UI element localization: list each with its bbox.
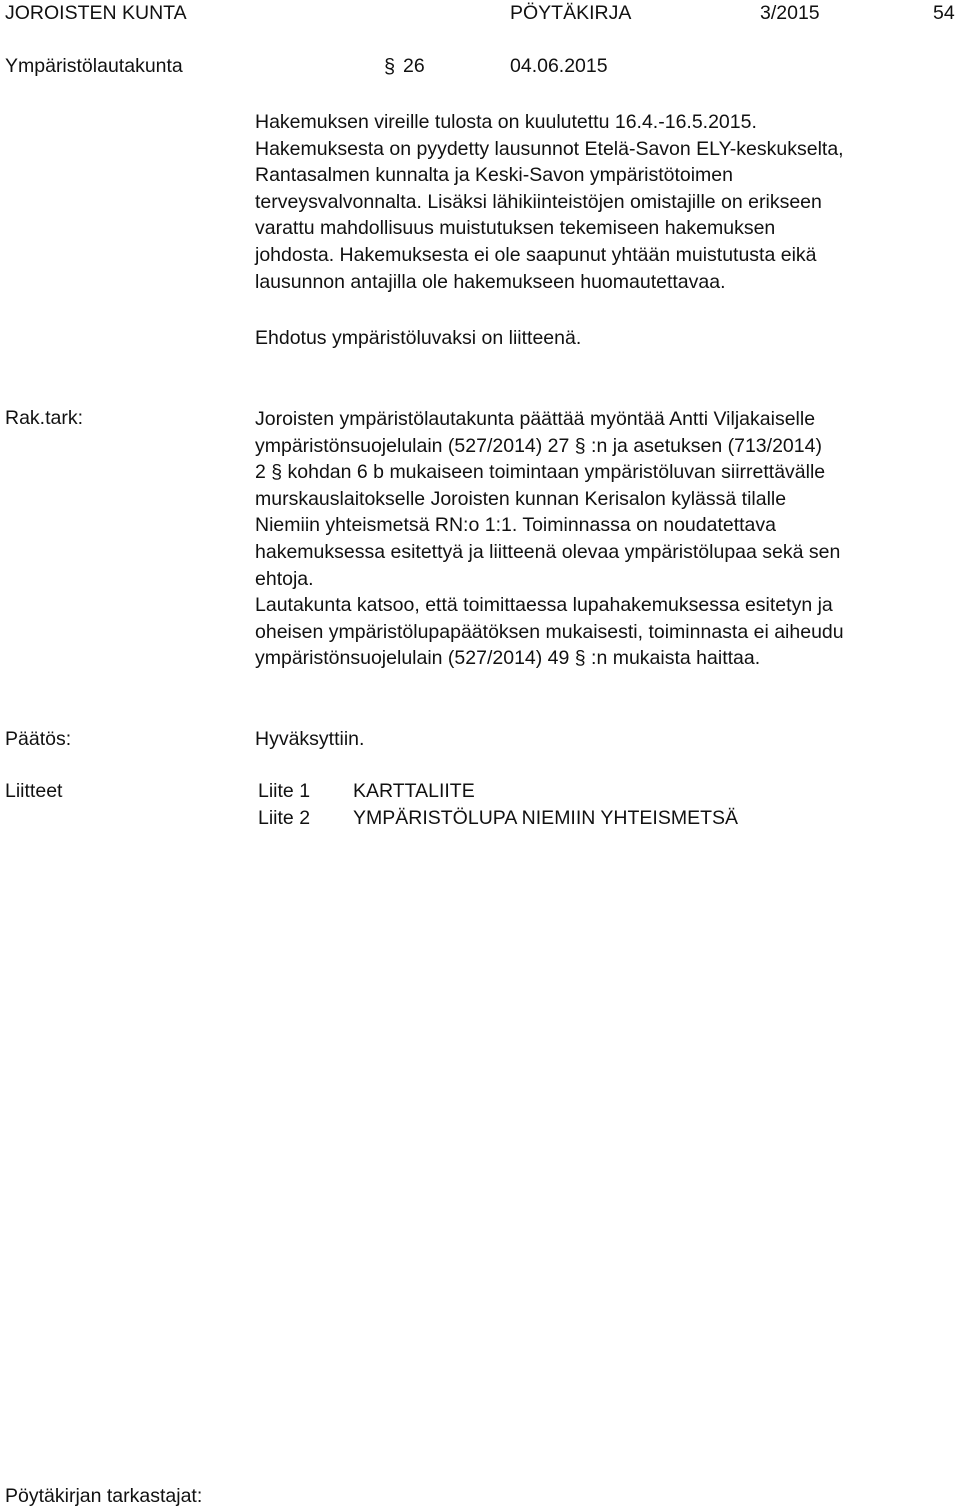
svg-text:§: § (384, 56, 395, 78)
organization-name: JOROISTEN KUNTA (5, 2, 187, 24)
attachment-id: Liite 2 (258, 807, 311, 829)
intro-paragraph (255, 109, 955, 295)
rak-tark-line: oheisen ympäristölupapäätöksen mukaisesti, toiminnasta ei aiheudu (255, 620, 844, 643)
attachment-id: Liite 1 (258, 780, 311, 802)
intro-line: Hakemuksesta on pyydetty lausunnot Etelä-Savon ELY-keskukselta, (255, 137, 844, 160)
rak-tark-line: murskauslaitokselle Joroisten kunnan Kerisalon kylässä tilalle (255, 487, 787, 510)
attachment-title: YMPÄRISTÖLUPA NIEMIIN YHTEISMETSÄ (353, 807, 739, 829)
rak-tark-line: Lautakunta katsoo, että toimittaessa lupahakemuksessa esitetyn ja (255, 594, 833, 617)
rak-tark-line: 2 § kohdan 6 b mukaiseen toimintaan ympäristöluvan siirrettävälle (255, 461, 826, 484)
rak-tark-paragraph (255, 406, 955, 672)
rak-tark-line: hakemuksessa esitettyä ja liitteenä olevaa ympäristölupaa sekä sen (255, 540, 841, 563)
intro-line: Hakemuksen vireille tulosta on kuulutettu 16.4.-16.5.2015. (255, 111, 757, 133)
rak-tark-line: ympäristönsuojelulain (527/2014) 27 § :n ja asetuksen (713/2014) (255, 434, 822, 457)
section-number: 26 (403, 55, 425, 77)
rak-tark-line: Niemiin yhteismetsä RN:o 1:1. Toiminnassa on noudatettava (255, 514, 776, 537)
reviewers-label: Pöytäkirjan tarkastajat: (5, 1485, 203, 1507)
rak-tark-line: Joroisten ympäristölautakunta päättää myöntää Antti Viljakaiselle (255, 408, 816, 430)
attachment-title: KARTTALIITE (353, 780, 475, 802)
page-number: 54 (933, 2, 955, 24)
intro-line: lausunnon antajilla ole hakemukseen huomautettavaa. (255, 270, 726, 293)
decision-text: Hyväksyttiin. (255, 728, 365, 750)
section-sign-icon (383, 53, 395, 79)
meeting-date: 04.06.2015 (510, 55, 608, 77)
proposal-note: Ehdotus ympäristöluvaksi on liitteenä. (255, 327, 582, 349)
intro-line: Rantasalmen kunnalta ja Keski-Savon ympäristötoimen (255, 164, 733, 187)
decision-label: Päätös: (5, 728, 72, 750)
intro-line: johdosta. Hakemuksesta ei ole saapunut yhtään muistutusta eikä (255, 243, 817, 266)
rak-tark-line: ehtoja. (255, 567, 314, 590)
intro-line: varattu mahdollisuus muistutuksen tekemiseen hakemuksen (255, 217, 776, 240)
attachments-label: Liitteet (5, 780, 63, 802)
committee-name: Ympäristölautakunta (5, 55, 183, 77)
document-number: 3/2015 (760, 2, 820, 24)
intro-line: terveysvalvonnalta. Lisäksi lähikiinteistöjen omistajille on erikseen (255, 190, 822, 213)
rak-tark-label: Rak.tark: (5, 407, 84, 429)
document-type: PÖYTÄKIRJA (510, 2, 632, 24)
rak-tark-line: ympäristönsuojelulain (527/2014) 49 § :n mukaista haittaa. (255, 647, 761, 670)
